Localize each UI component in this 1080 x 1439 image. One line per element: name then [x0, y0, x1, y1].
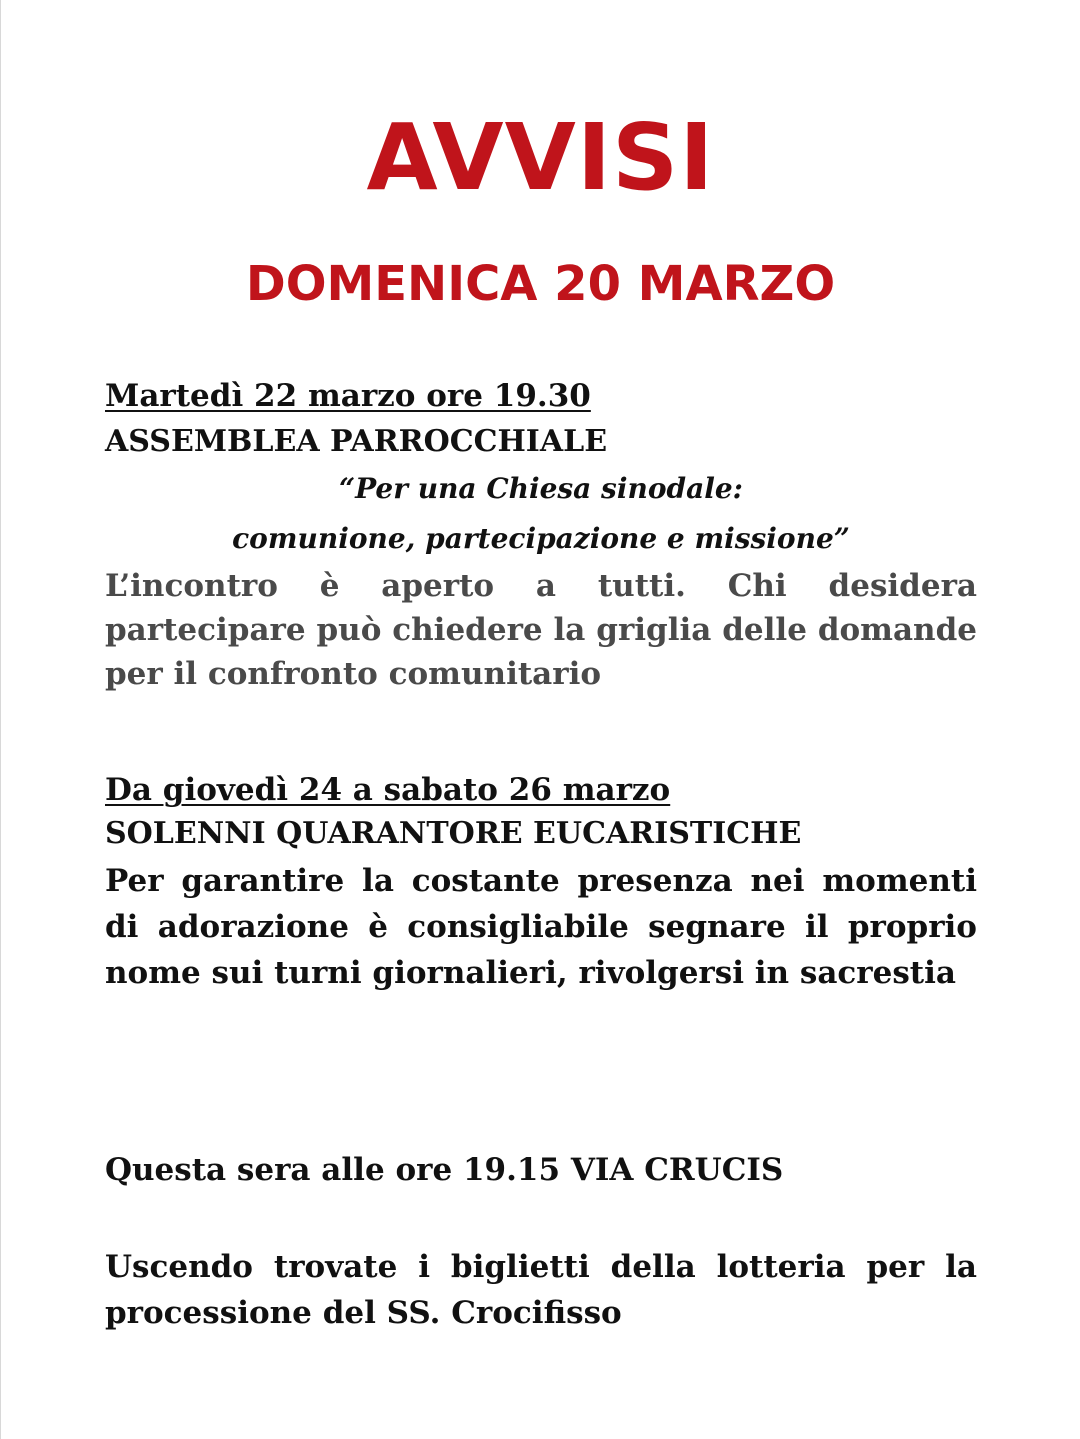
page-subtitle-date: DOMENICA 20 MARZO	[245, 256, 836, 312]
section-assemblea-quote-line1: “Per una Chiesa sinodale:	[338, 472, 744, 505]
section-quarantore-heading: Da giovedì 24 a sabato 26 marzo	[105, 772, 671, 808]
section-quarantore-label: SOLENNI QUARANTORE EUCARISTICHE	[105, 816, 802, 851]
section-assemblea-quote-line2: comunione, partecipazione e missione”	[232, 522, 850, 555]
notice-lotteria	[105, 1244, 977, 1336]
section-assemblea-heading: Martedì 22 marzo ore 19.30	[105, 378, 591, 414]
section-quarantore-body: Per garantire la costante presenza nei momenti di adorazione è consigliabile segnare il proprio nome sui turni giornalieri, rivolgersi in sacrestia	[105, 863, 977, 991]
section-assemblea	[105, 374, 977, 696]
notice-via-crucis	[105, 1148, 977, 1192]
notice-via-crucis-text: Questa sera alle ore 19.15 VIA CRUCIS	[105, 1152, 784, 1188]
section-assemblea-body: L’incontro è aperto a tutti. Chi desidera partecipare può chiedere la griglia delle domande per il confronto comunitario	[105, 568, 977, 692]
section-assemblea-label: ASSEMBLEA PARROCCHIALE	[105, 424, 608, 459]
page-title: AVVISI	[366, 104, 715, 211]
section-quarantore	[105, 768, 977, 996]
notice-lotteria-text: Uscendo trovate i biglietti della lotteria per la processione del SS. Crocifisso	[105, 1249, 977, 1331]
